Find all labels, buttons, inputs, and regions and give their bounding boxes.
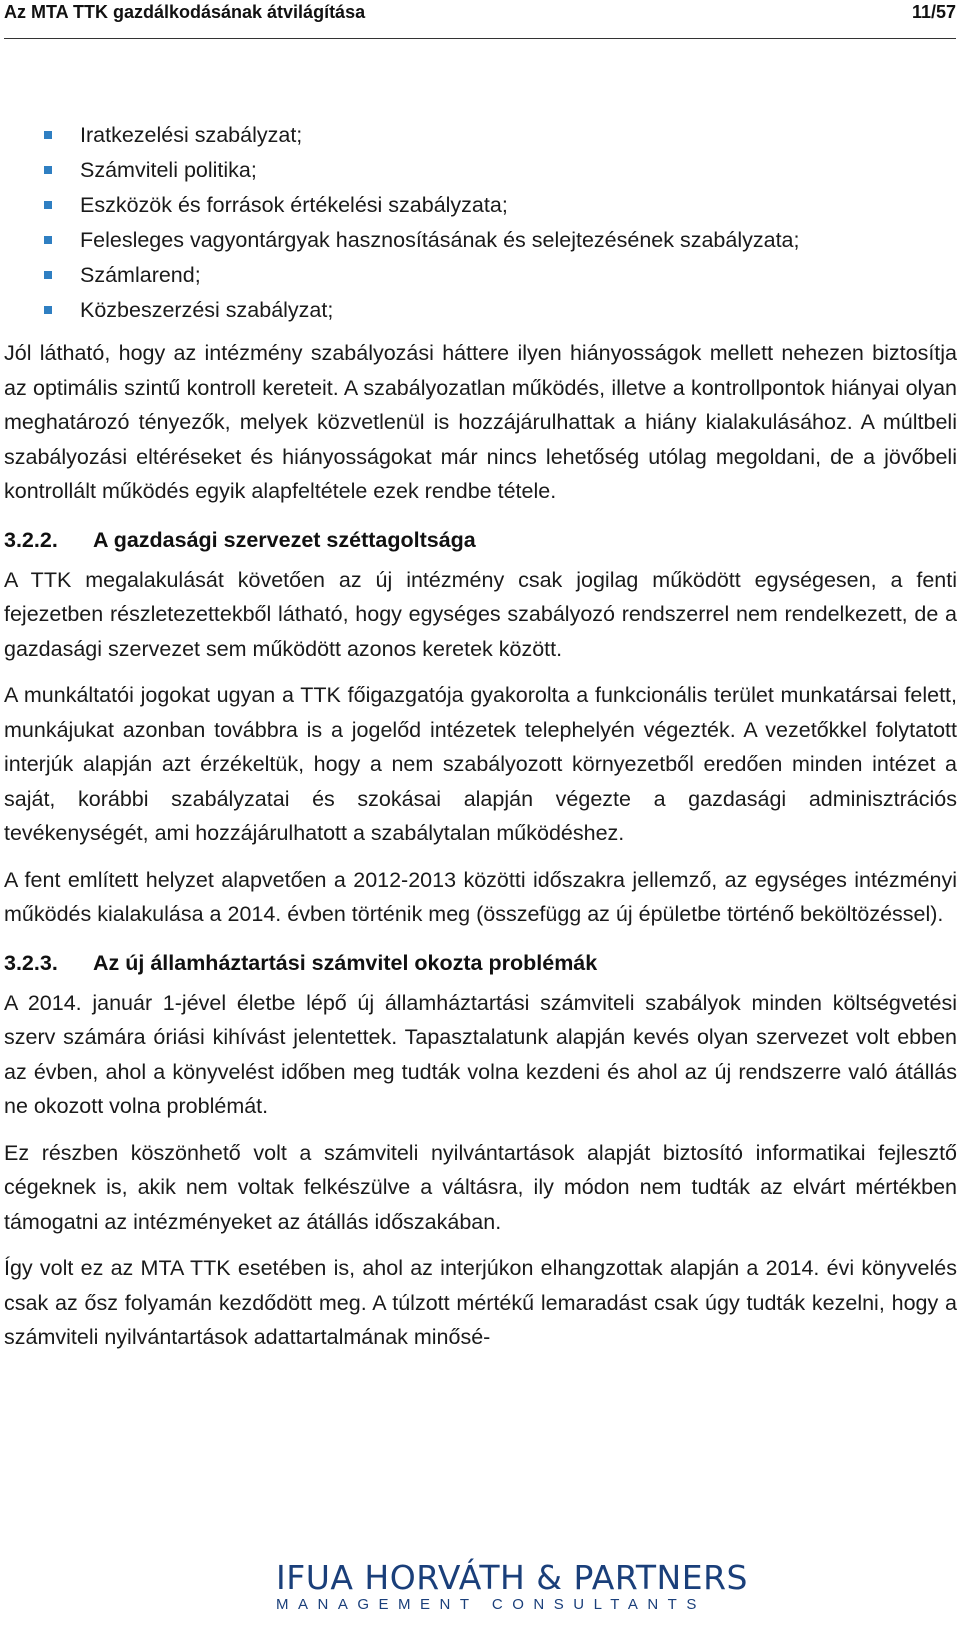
list-item: Felesleges vagyontárgyak hasznosításának és selejtezésének szabályzata;: [4, 223, 957, 258]
paragraph: Így volt ez az MTA TTK esetében is, ahol az interjúkon elhangzottak alapján a 2014. évi könyvelés csak az ősz folyamán kezdődött meg. A túlzott mértékű lemaradást csak úgy tudták kezelni, hogy a számviteli nyilvántartások adattartalmának minősé-: [4, 1256, 957, 1349]
logo-tagline: MANAGEMENT CONSULTANTS: [276, 1596, 706, 1613]
paragraph: Ez részben köszönhető volt a számviteli nyilvántartások alapját biztosító informatikai fejlesztő cégeknek is, akik nem voltak felkészülve a váltásra, ily módon nem tudták az elvárt mértékben támogatni az intézményeket az átállás időszakában.: [4, 1140, 957, 1234]
paragraph: A TTK megalakulását követően az új intézmény csak jogilag működött egységesen, a fenti fejezetben részletezettekből látható, hogy egységes szabályozó rendszerrel nem rendelkezett, de a gazdasági szervezet sem működött azonos keretek között.: [4, 567, 957, 661]
list-item: Iratkezelési szabályzat;: [4, 118, 957, 153]
section-number: 3.2.3.: [4, 950, 58, 975]
bullet-square-icon: [44, 201, 52, 209]
paragraph: A fent említett helyzet alapvetően a 2012-2013 közötti időszakra jellemző, az egységes intézményi működés kialakulása a 2014. évben történik meg (összefügg az új épületbe történő beköltözéssel).: [4, 867, 957, 926]
list-item: Számlarend;: [4, 258, 957, 293]
bullet-square-icon: [44, 131, 52, 139]
document-title: Az MTA TTK gazdálkodásának átvilágítása: [4, 2, 366, 22]
list-item: Közbeszerzési szabályzat;: [4, 293, 957, 328]
page-content: [4, 118, 957, 1367]
list-item: Eszközök és források értékelési szabályzata;: [4, 188, 957, 223]
list-item: Számviteli politika;: [4, 153, 957, 188]
paragraph: Jól látható, hogy az intézmény szabályozási háttere ilyen hiányosságok mellett nehezen biztosítja az optimális szintű kontroll kereteit. A szabályozatlan működés, illetve a kontrollpontok hiányai olyan meghatározó tényezők, melyek közvetlenül is hozzájárulhattak a hiány kialakulásához. A múltbeli szabályozási eltéréseket és hiányosságokat már nincs lehetőség utólag megoldani, de a jövőbeli kontrollált működés egyik alapfeltétele ezek rendbe tétele.: [4, 341, 957, 503]
paragraph: A 2014. január 1-jével életbe lépő új államháztartási számviteli szabályok minden költségvetési szerv számára óriási kihívást jelentettek. Tapasztalatunk alapján kevés olyan szervezet volt ebben az évben, ahol a könyvelést időben meg tudták volna kezdeni és ahol az új rendszerre való átállás ne okozott volna problémát.: [4, 990, 957, 1118]
company-logo: [276, 1558, 748, 1618]
section-heading: [4, 523, 957, 557]
section-title: A gazdasági szervezet széttagoltsága: [93, 527, 476, 552]
section-title: Az új államháztartási számvitel okozta problémák: [93, 950, 598, 975]
section-heading: [4, 946, 957, 980]
bullet-square-icon: [44, 166, 52, 174]
bullet-square-icon: [44, 236, 52, 244]
bullet-square-icon: [44, 306, 52, 314]
section-number: 3.2.2.: [4, 527, 58, 552]
regulation-list: [4, 118, 957, 328]
page-number: 11/57: [911, 2, 956, 22]
paragraph: A munkáltatói jogokat ugyan a TTK főigazgatója gyakorolta a funkcionális terület munkatársai felett, munkájukat azonban továbbra is a jogelőd intézetek telephelyén végezték. A vezetőkkel folytatott interjúk alapján azt érzékeltük, hogy a nem szabályozott környezetből eredően minden intézet a saját, korábbi szabályzatai és szokásai alapján végezte a gazdasági adminisztrációs tevékenységét, ami hozzájárulhatott a szabálytalan működéshez.: [4, 683, 957, 845]
bullet-square-icon: [44, 271, 52, 279]
logo-wordmark: IFUA HORVÁTH & PARTNERS: [276, 1558, 748, 1597]
page-header: [4, 0, 956, 39]
